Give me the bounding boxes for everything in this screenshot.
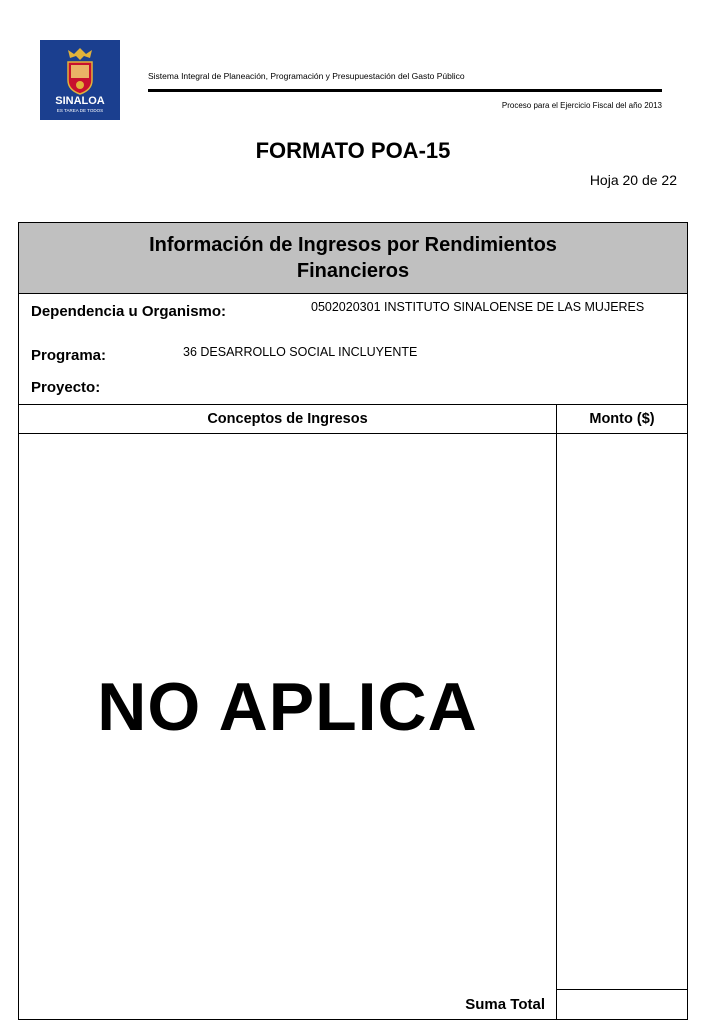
- total-label: Suma Total: [465, 996, 545, 1013]
- amount-column-header: Monto ($): [589, 411, 655, 427]
- sinaloa-logo: [40, 40, 120, 120]
- form-frame: [18, 222, 688, 1020]
- no-aplica-note: NO APLICA: [97, 669, 478, 745]
- dependency-label: Dependencia u Organismo:: [31, 303, 227, 320]
- program-value: 36 DESARROLLO SOCIAL INCLUYENTE: [183, 345, 418, 359]
- format-title: FORMATO POA-15: [255, 138, 451, 163]
- column-divider: [556, 404, 557, 1020]
- project-label: Proyecto:: [31, 379, 101, 396]
- program-label: Programa:: [31, 347, 107, 364]
- table-header-rule: [19, 433, 687, 434]
- logo-text: SINALOA: [55, 95, 105, 107]
- logo-tagline: ES TAREA DE TODOS: [56, 108, 104, 113]
- system-title: Sistema Integral de Planeación, Programación y Presupuestación del Gasto Público: [148, 71, 465, 81]
- total-rule: [556, 989, 687, 990]
- sheet-number: Hoja 20 de 22: [589, 172, 677, 188]
- header-divider: [148, 89, 662, 92]
- concepts-column-header: Conceptos de Ingresos: [207, 411, 368, 427]
- process-text: Proceso para el Ejercicio Fiscal del año 2013: [501, 101, 662, 110]
- section-title: Información de Ingresos por Rendimientos Financieros: [19, 223, 687, 294]
- dependency-value: 0502020301 INSTITUTO SINALOENSE DE LAS MUJERES: [311, 300, 645, 314]
- shield-emblem-icon: [40, 40, 120, 120]
